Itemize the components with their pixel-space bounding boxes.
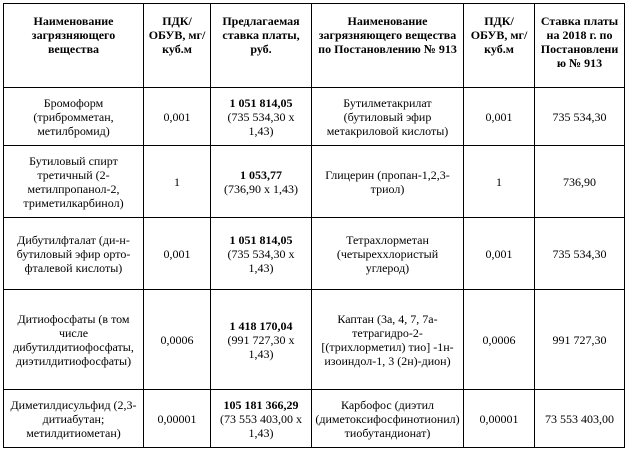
proposed-formula: (735 534,30 х 1,43) [227, 109, 295, 138]
substance-cell: Дибутилфталат (ди-н-бутиловый эфир орто-фталевой кислоты) [4, 218, 144, 290]
table-row [4, 390, 625, 448]
proposed-amount: 105 181 366,29 [223, 397, 299, 412]
table-row [4, 218, 625, 290]
proposed-formula: (735 534,30 х 1,43) [227, 246, 295, 275]
proposed-rate-cell [211, 218, 312, 290]
substance-cell: Дитиофосфаты (в том числе дибутилдитиофосфаты, диэтилдитиофосфаты) [4, 290, 144, 390]
proposed-rate-cell [211, 290, 312, 390]
proposed-rate-cell [211, 390, 312, 448]
header-proposed-rate: Предлагаемая ставка платы, руб. [211, 4, 312, 88]
pdk-cell: 0,0006 [144, 290, 211, 390]
pdk-913-cell: 1 [464, 146, 535, 218]
proposed-amount: 1 053,77 [240, 167, 282, 182]
pdk-913-cell: 0,0006 [464, 290, 535, 390]
substance-913-cell: Тетрахлорметан (четыреххлористый углерод) [312, 218, 464, 290]
substance-cell: Бутиловый спирт третичный (2-метилпропанол-2, триметилкарбинол) [4, 146, 144, 218]
rate-2018-cell: 73 553 403,00 [535, 390, 625, 448]
proposed-formula: (736,90 х 1,43) [224, 181, 298, 196]
header-substance: Наименование загрязняющего вещества [4, 4, 144, 88]
header-pdk-913: ПДК/ОБУВ, мг/куб.м [464, 4, 535, 88]
header-pdk: ПДК/ОБУВ, мг/куб.м [144, 4, 211, 88]
pdk-cell: 1 [144, 146, 211, 218]
rate-2018-cell: 991 727,30 [535, 290, 625, 390]
table-row [4, 88, 625, 146]
header-row [4, 4, 625, 88]
substance-cell: Диметилдисульфид (2,3-дитиабутан; метилдитиометан) [4, 390, 144, 448]
proposed-amount: 1 051 814,05 [229, 95, 293, 110]
header-substance-913: Наименование загрязняющего вещества по Постановлению № 913 [312, 4, 464, 88]
substance-913-cell: Бутилметакрилат (бутиловый эфир метакриловой кислоты) [312, 88, 464, 146]
substance-913-cell: Каптан (3а, 4, 7, 7а-тетрагидро-2-[(трихлорметил) тио] -1н- изоиндол-1, 3 (2н)-дион) [312, 290, 464, 390]
substance-cell: Бромоформ (трибромметан, метилбромид) [4, 88, 144, 146]
proposed-formula: (991 727,30 х 1,43) [227, 332, 295, 361]
proposed-rate-cell [211, 146, 312, 218]
pollutant-rates-table [3, 3, 625, 448]
pdk-cell: 0,001 [144, 218, 211, 290]
proposed-formula: (73 553 403,00 х 1,43) [220, 411, 302, 440]
pdk-913-cell: 0,00001 [464, 390, 535, 448]
header-rate-2018: Ставка платы на 2018 г. по Постановлению № 913 [535, 4, 625, 88]
proposed-amount: 1 051 814,05 [229, 232, 293, 247]
substance-913-cell: Глицерин (пропан-1,2,3-триол) [312, 146, 464, 218]
proposed-amount: 1 418 170,04 [229, 318, 293, 333]
pdk-cell: 0,00001 [144, 390, 211, 448]
rate-2018-cell: 736,90 [535, 146, 625, 218]
table-row [4, 146, 625, 218]
pdk-913-cell: 0,001 [464, 88, 535, 146]
pdk-913-cell: 0,001 [464, 218, 535, 290]
pdk-cell: 0,001 [144, 88, 211, 146]
proposed-rate-cell [211, 88, 312, 146]
rate-2018-cell: 735 534,30 [535, 88, 625, 146]
table-row [4, 290, 625, 390]
substance-913-cell: Карбофос (диэтил (диметоксифосфинотионил)тиобутандионат) [312, 390, 464, 448]
rate-2018-cell: 735 534,30 [535, 218, 625, 290]
